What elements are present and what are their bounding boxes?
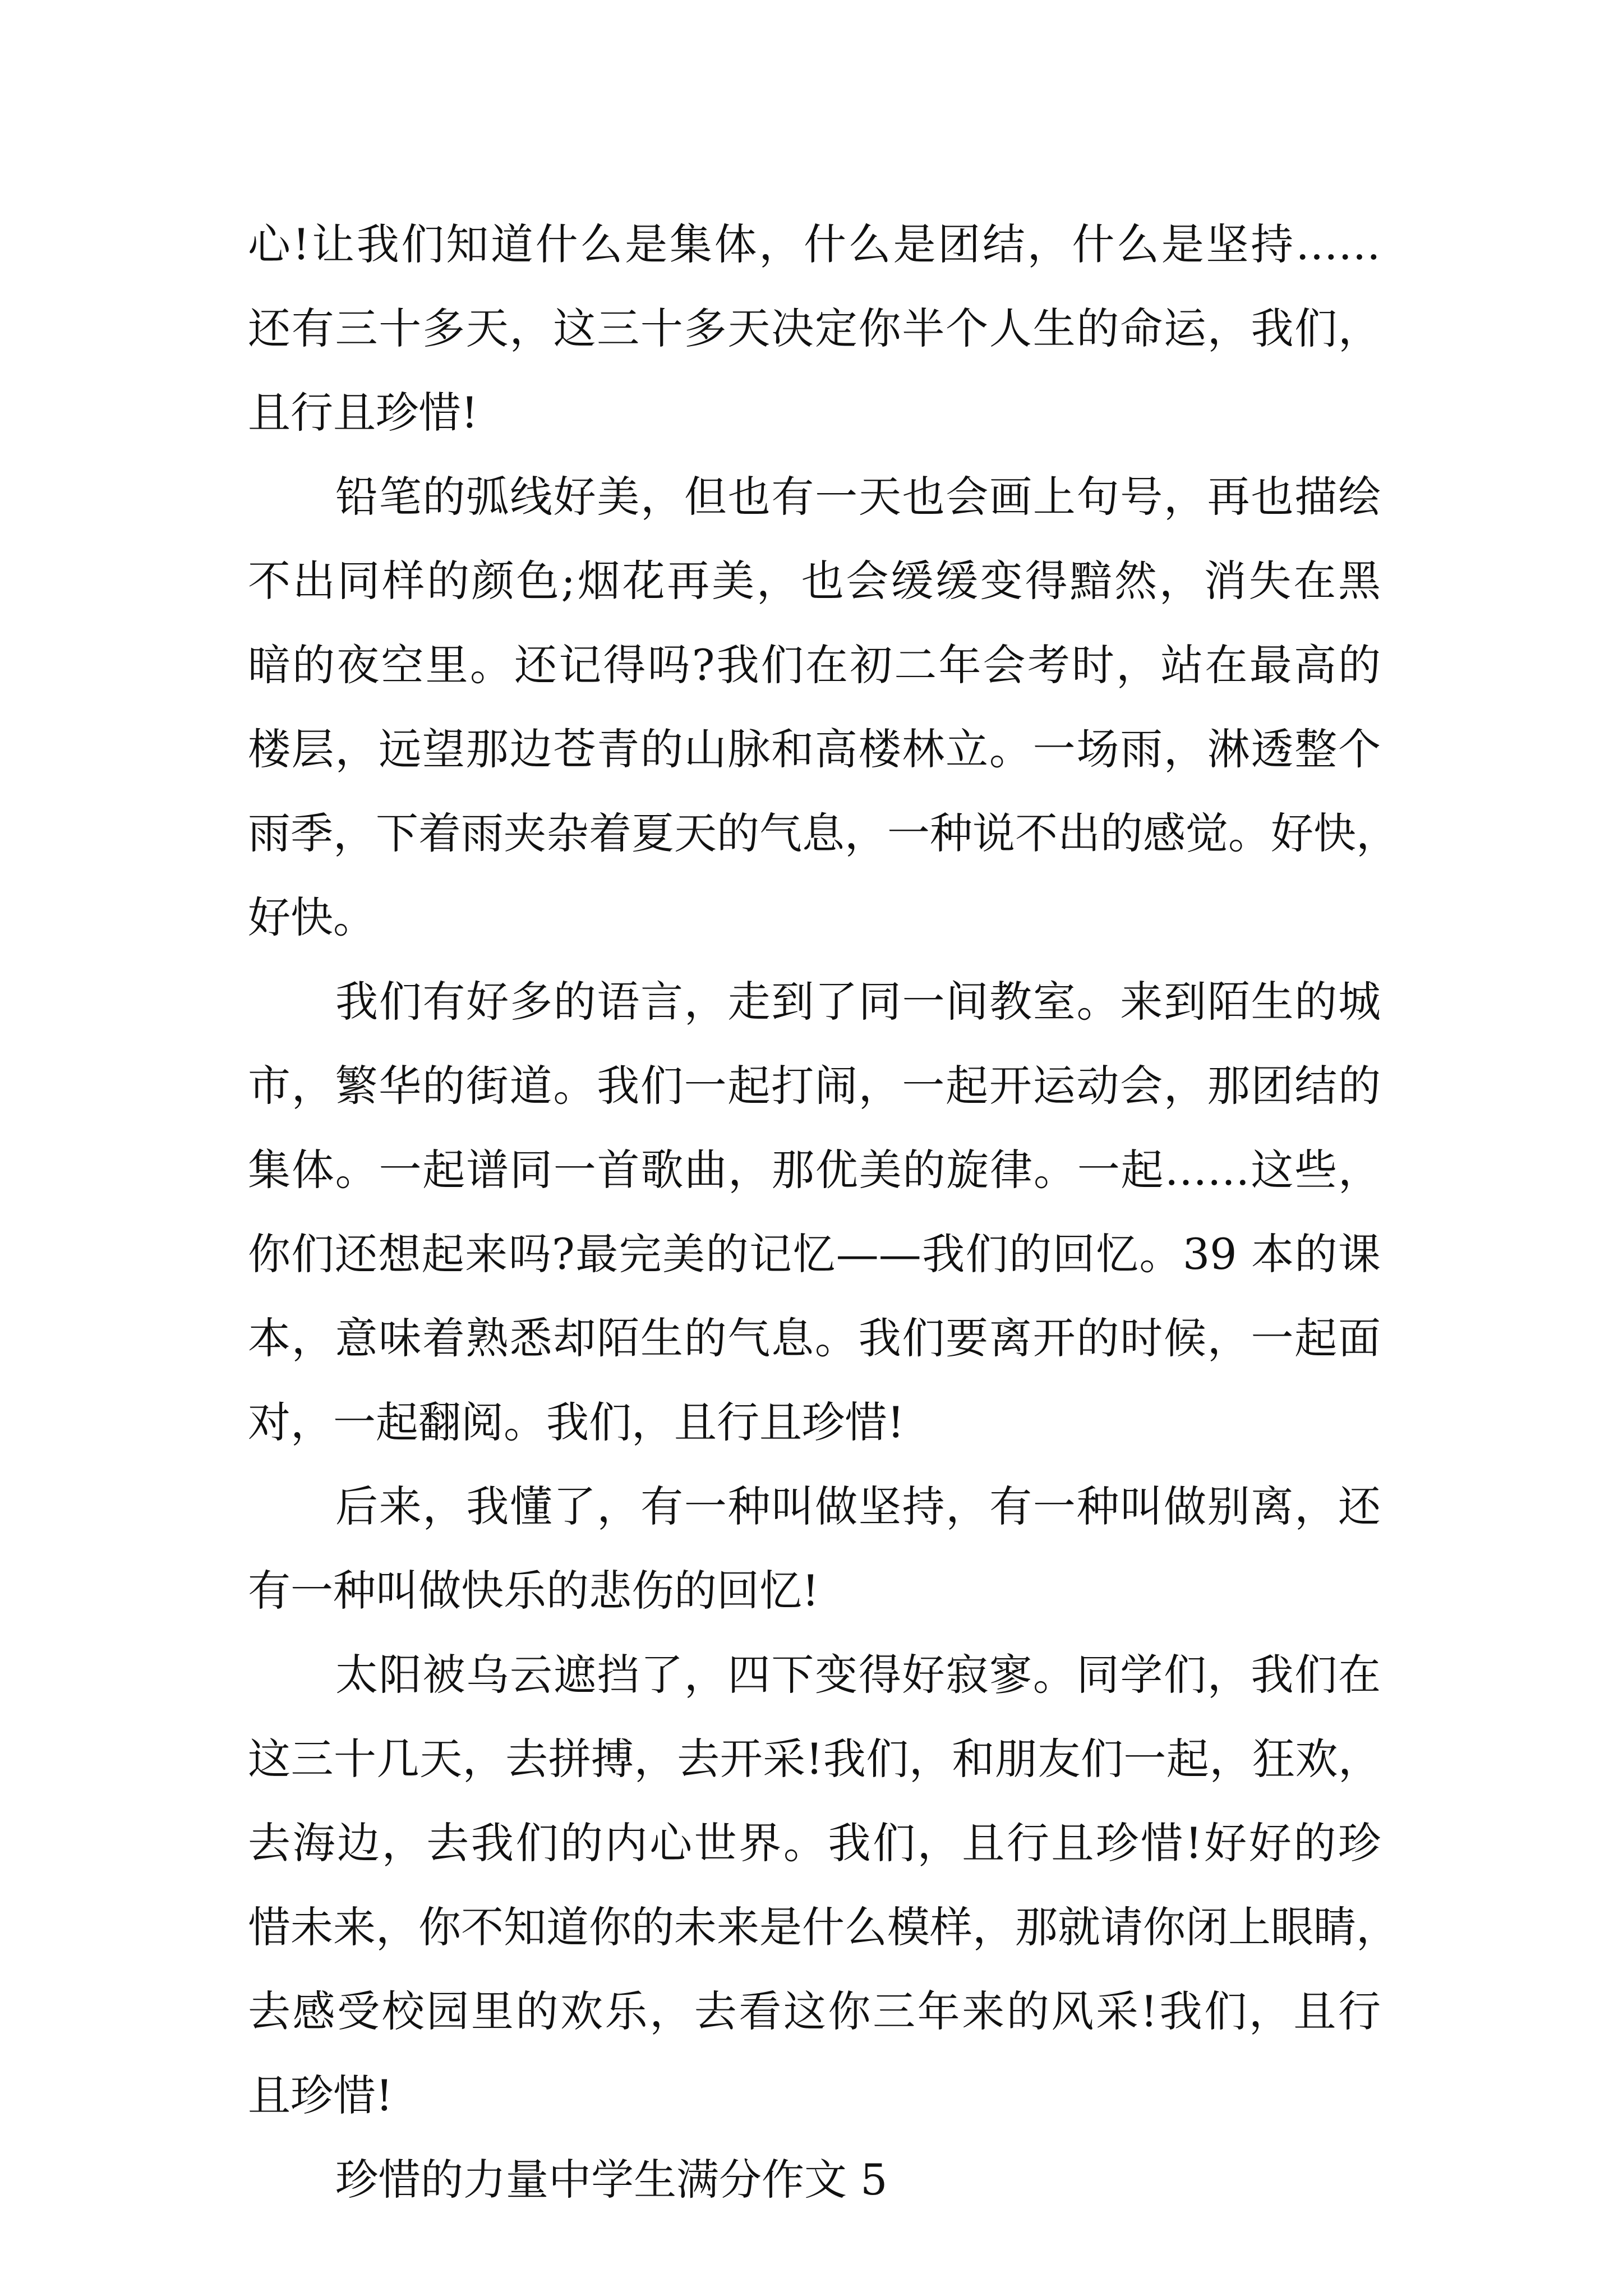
text-line: 你们还想起来吗?最完美的记忆——我们的回忆。39 本的课 [248, 1229, 1381, 1279]
text-line: 还有三十多天，这三十多天决定你半个人生的命运，我们， [248, 303, 1381, 353]
text-line: 惜未来，你不知道你的未来是什么模样，那就请你闭上眼睛， [248, 1902, 1399, 1952]
paragraph-start-line: 后来，我懂了，有一种叫做坚持，有一种叫做别离，还 [335, 1481, 1381, 1531]
text-line: 雨季，下着雨夹杂着夏天的气息，一种说不出的感觉。好快， [248, 808, 1399, 858]
text-line: 楼层，远望那边苍青的山脉和高楼林立。一场雨，淋透整个 [248, 724, 1381, 774]
text-line: 好快。 [248, 892, 376, 942]
text-line: 不出同样的颜色;烟花再美，也会缓缓变得黯然，消失在黑 [248, 556, 1381, 606]
text-line: 心!让我们知道什么是集体，什么是团结，什么是坚持…… [248, 219, 1381, 269]
section-heading: 珍惜的力量中学生满分作文 5 [335, 2155, 888, 2205]
paragraph-start-line: 我们有好多的语言，走到了同一间教室。来到陌生的城 [335, 977, 1381, 1027]
text-line: 去感受校园里的欢乐，去看这你三年来的风采!我们，且行 [248, 1986, 1381, 2036]
text-line: 本，意味着熟悉却陌生的气息。我们要离开的时候，一起面 [248, 1313, 1381, 1363]
paragraph-start-line: 铅笔的弧线好美，但也有一天也会画上句号，再也描绘 [335, 472, 1381, 522]
text-line: 集体。一起谱同一首歌曲，那优美的旋律。一起……这些， [248, 1145, 1381, 1195]
text-line: 且行且珍惜! [248, 388, 478, 438]
text-line: 市，繁华的街道。我们一起打闹，一起开运动会，那团结的 [248, 1061, 1381, 1111]
text-line: 有一种叫做快乐的悲伤的回忆! [248, 1566, 819, 1616]
text-line: 且珍惜! [248, 2070, 393, 2120]
paragraph-start-line: 太阳被乌云遮挡了，四下变得好寂寥。同学们，我们在 [335, 1650, 1381, 1700]
text-line: 对，一起翻阅。我们，且行且珍惜! [248, 1397, 905, 1447]
text-line: 这三十几天，去拼搏，去开采!我们，和朋友们一起，狂欢， [248, 1734, 1381, 1784]
text-line: 去海边，去我们的内心世界。我们，且行且珍惜!好好的珍 [248, 1818, 1381, 1868]
text-line: 暗的夜空里。还记得吗?我们在初二年会考时，站在最高的 [248, 640, 1381, 690]
